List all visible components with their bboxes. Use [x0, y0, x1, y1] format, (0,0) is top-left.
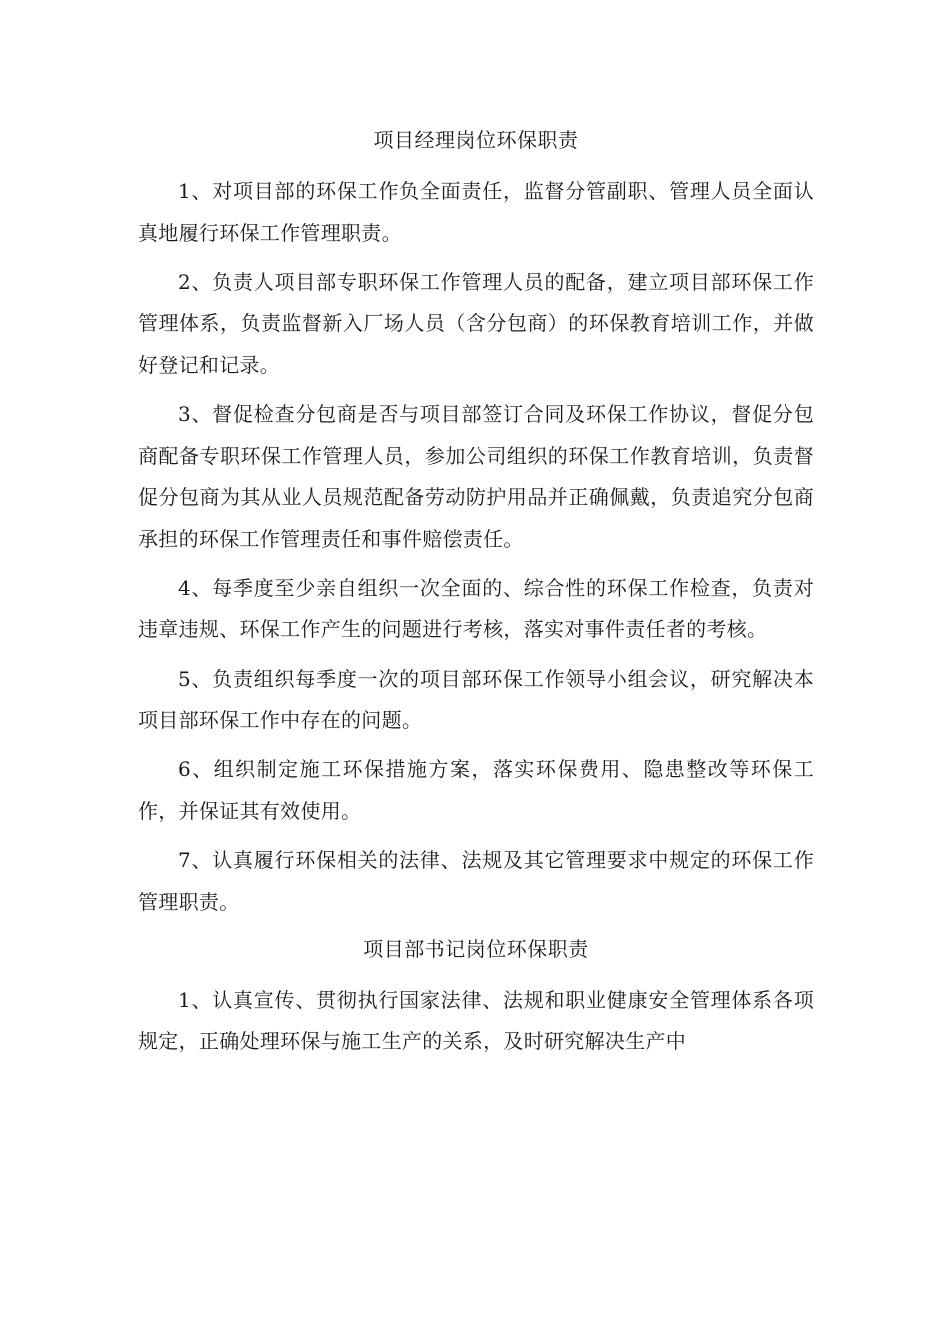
paragraph-item: 1、认真宣传、贯彻执行国家法律、法规和职业健康安全管理体系各项规定，正确处理环保与施工生产的关系，及时研究解决生产中: [138, 987, 814, 1054]
paragraph-item: 4、每季度至少亲自组织一次全面的、综合性的环保工作检查，负责对违章违规、环保工作产生的问题进行考核，落实对事件责任者的考核。: [138, 575, 814, 642]
section-project-manager: [138, 122, 814, 923]
section-title: 项目部书记岗位环保职责: [363, 936, 589, 961]
section-title: 项目经理岗位环保职责: [373, 128, 579, 152]
paragraph-item: 2、负责人项目部专职环保工作管理人员的配备，建立项目部环保工作管理体系，负责监督新入厂场人员（含分包商）的环保教育培训工作，并做好登记和记录。: [138, 269, 814, 377]
document-page: [138, 122, 814, 1070]
paragraph-item: 5、负责组织每季度一次的项目部环保工作领导小组会议，研究解决本项目部环保工作中存在的问题。: [138, 666, 814, 733]
section-project-secretary: [138, 931, 814, 1063]
paragraph-item: 3、督促检查分包商是否与项目部签订合同及环保工作协议，督促分包商配备专职环保工作管理人员，参加公司组织的环保工作教育培训，负责督促分包商为其从业人员规范配备劳动防护用品并正确佩戴，负责追究分包商承担的环保工作管理责任和事件赔偿责任。: [138, 401, 814, 551]
paragraph-item: 6、组织制定施工环保措施方案，落实环保费用、隐患整改等环保工作，并保证其有效使用。: [138, 757, 814, 823]
paragraph-item: 7、认真履行环保相关的法律、法规及其它管理要求中规定的环保工作管理职责。: [138, 847, 814, 914]
paragraph-item: 1、对项目部的环保工作负全面责任，监督分管副职、管理人员全面认真地履行环保工作管理职责。: [138, 179, 814, 245]
